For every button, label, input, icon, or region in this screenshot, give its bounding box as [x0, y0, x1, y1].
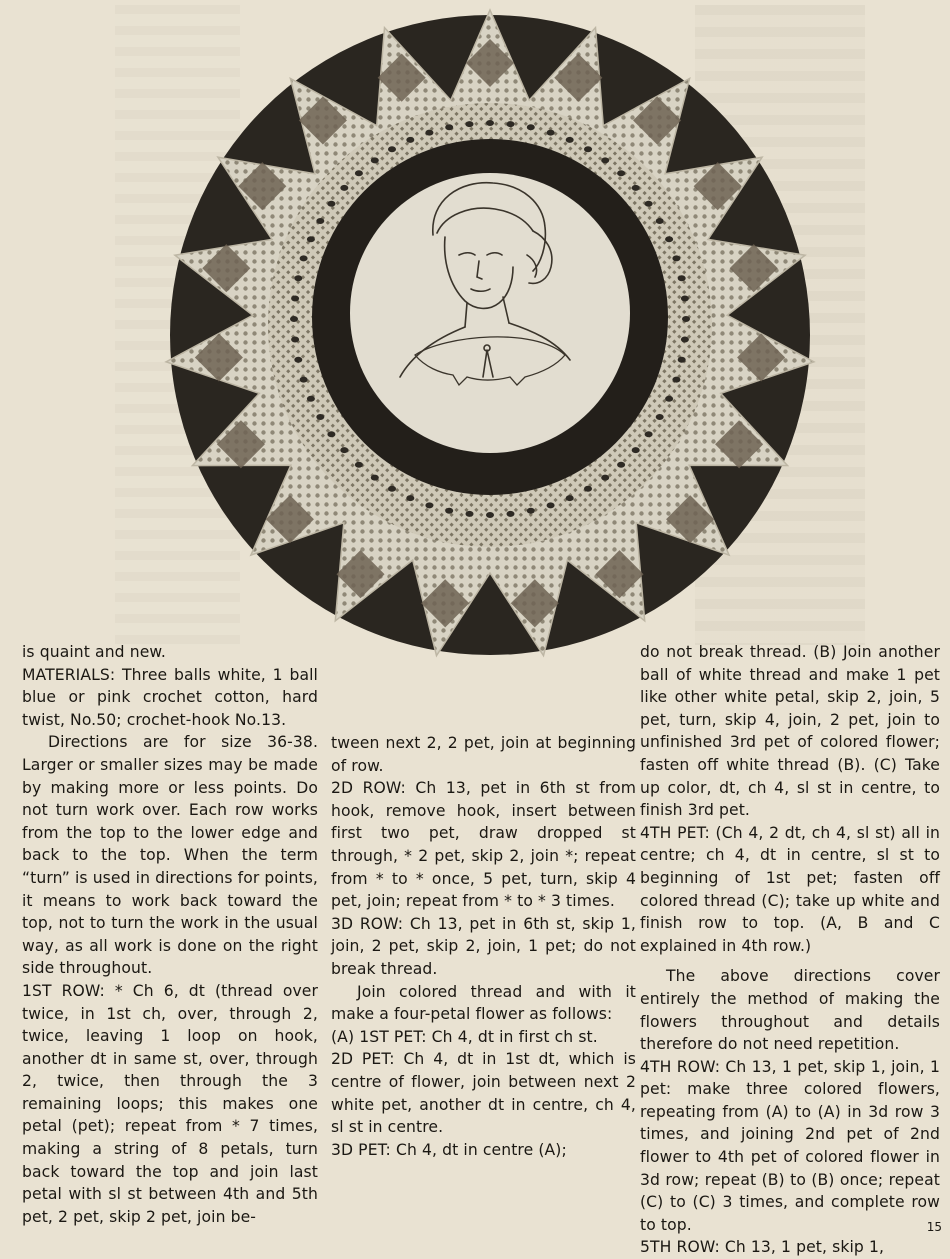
eyelet — [584, 486, 592, 492]
eyelet — [601, 157, 609, 163]
eyelet — [681, 296, 689, 302]
eyelet — [316, 218, 324, 224]
directions-paragraph: Directions are for size 36-38. Larger or smaller sizes may be made by making more or less points. Do not turn work over. Each row works from the top to the lower edge and back to the top. When the term “turn” is used in directions for points, it means to work back toward the top, not to turn the work in the usual way, as all work is done on the right side throughout. — [22, 733, 318, 978]
eyelet — [307, 236, 315, 242]
eyelet — [327, 201, 335, 207]
eyelet — [566, 137, 574, 143]
flower-intro: Join colored thread and with it make a four-petal flower as follows: — [331, 982, 636, 1024]
eyelet — [291, 296, 299, 302]
eyelet — [290, 316, 298, 322]
row-3-instructions: 3D ROW: Ch 13, pet in 6th st, skip 1, join, 2 pet, skip 2, join, 1 pet; do not break thread. — [331, 914, 636, 978]
eyelet — [507, 511, 515, 517]
paragraph: tween next 2, 2 pet, join at beginning of row. — [331, 734, 636, 775]
first-petal-instructions: (A) 1ST PET: Ch 4, dt in first ch st. — [331, 1027, 598, 1046]
eyelet — [672, 377, 680, 383]
text-column-3 — [640, 641, 940, 1259]
eyelet — [632, 185, 640, 191]
portrait-circle — [350, 173, 630, 453]
eyelet — [300, 255, 308, 261]
paragraph: do not break thread. (B) Join another ball of white thread and make 1 pet like other white petal, skip 2, join, 5 pet, turn, skip 4, join, 2 pet, join to unfinished 3rd pet of colored flower; fasten off white thread (B). (C) Take up color, dt, ch 4, sl st in centre, to finish 3rd pet. — [640, 643, 940, 820]
eyelet — [294, 275, 302, 281]
eyelet — [645, 431, 653, 437]
page-number: 15 — [926, 1220, 942, 1234]
collar-figure — [115, 5, 865, 690]
eyelet — [682, 316, 690, 322]
eyelet — [466, 121, 474, 127]
eyelet — [355, 170, 363, 176]
third-petal-instructions: 3D PET: Ch 4, dt in centre (A); — [331, 1140, 567, 1159]
materials-paragraph: MATERIALS: Three balls white, 1 ball blue or pink crochet cotton, hard twist, No.50; crochet-hook No.13. — [22, 665, 318, 729]
eyelet — [601, 475, 609, 481]
eyelet — [388, 146, 396, 152]
second-petal-instructions: 2D PET: Ch 4, dt in 1st dt, which is centre of flower, join between next 2 white pet, another dt in centre, ch 4, sl st in centre. — [331, 1050, 636, 1137]
row-2-instructions: 2D ROW: Ch 13, pet in 6th st from hook, remove hook, insert between first two pet, draw dropped st through, * 2 pet, skip 2, join *; repeat from * to * once, 5 pet, turn, skip 4 pet, join; repeat from * to * 3 times. — [331, 779, 636, 911]
text-column-1 — [22, 641, 318, 1228]
eyelet — [678, 275, 686, 281]
eyelet — [632, 447, 640, 453]
eyelet — [681, 337, 689, 343]
eyelet — [665, 236, 673, 242]
eyelet — [300, 377, 308, 383]
eyelet — [340, 185, 348, 191]
eyelet — [340, 447, 348, 453]
eyelet — [371, 157, 379, 163]
eyelet — [291, 337, 299, 343]
eyelet — [425, 502, 433, 508]
row-5-instructions: 5TH ROW: Ch 13, 1 pet, skip 1, — [640, 1238, 885, 1257]
text-column-2 — [331, 732, 636, 1161]
eyelet — [486, 120, 494, 126]
eyelet — [486, 512, 494, 518]
fourth-petal-instructions: 4TH PET: (Ch 4, 2 dt, ch 4, sl st) all in centre; ch 4, dt in centre, sl st to beginning of 1st pet; fasten off colored thread (C); take up white and finish row to top. (A, B and C explained in 4th row.) — [640, 823, 940, 955]
eyelet — [527, 124, 535, 130]
eyelet — [406, 137, 414, 143]
eyelet — [445, 508, 453, 514]
eyelet — [547, 130, 555, 136]
eyelet — [617, 170, 625, 176]
eyelet — [656, 218, 664, 224]
row-4-instructions: 4TH ROW: Ch 13, 1 pet, skip 1, join, 1 pet: make three colored flowers, repeating from (A) to (A) in 3d row 3 times, and joining 2nd pet of 2nd flower to 4th pet of colored flower in 3d row; repeat (B) to (B) once; repeat (C) to (C) 3 times, and complete row to top. — [640, 1057, 940, 1234]
row-1-instructions: 1ST ROW: * Ch 6, dt (thread over twice, in 1st ch, over, through 2, twice, leaving 1 loop on hook, another dt in same st, over, through 2, twice, then through the 3 remaining loops; this makes one petal (pet); repeat from * 7 times, making a string of 8 petals, turn back toward the top and join last petal with sl st between 4th and 5th pet, 2 pet, skip 2 pet, join be- — [22, 981, 318, 1226]
eyelet — [294, 357, 302, 363]
eyelet — [466, 511, 474, 517]
eyelet — [645, 201, 653, 207]
eyelet — [527, 508, 535, 514]
eyelet — [425, 130, 433, 136]
eyelet — [406, 495, 414, 501]
eyelet — [656, 414, 664, 420]
eyelet — [327, 431, 335, 437]
eyelet — [665, 396, 673, 402]
eyelet — [307, 396, 315, 402]
eyelet — [371, 475, 379, 481]
crochet-collar-illustration — [115, 5, 865, 690]
eyelet — [617, 462, 625, 468]
eyelet — [566, 495, 574, 501]
eyelet — [388, 486, 396, 492]
eyelet — [316, 414, 324, 420]
eyelet — [547, 502, 555, 508]
summary-paragraph: The above directions cover entirely the method of making the flowers throughout and details therefore do not need repetition. — [640, 967, 940, 1054]
eyelet — [672, 255, 680, 261]
eyelet — [355, 462, 363, 468]
eyelet — [507, 121, 515, 127]
eyelet — [678, 357, 686, 363]
paragraph: is quaint and new. — [22, 643, 166, 661]
eyelet — [445, 124, 453, 130]
eyelet — [584, 146, 592, 152]
